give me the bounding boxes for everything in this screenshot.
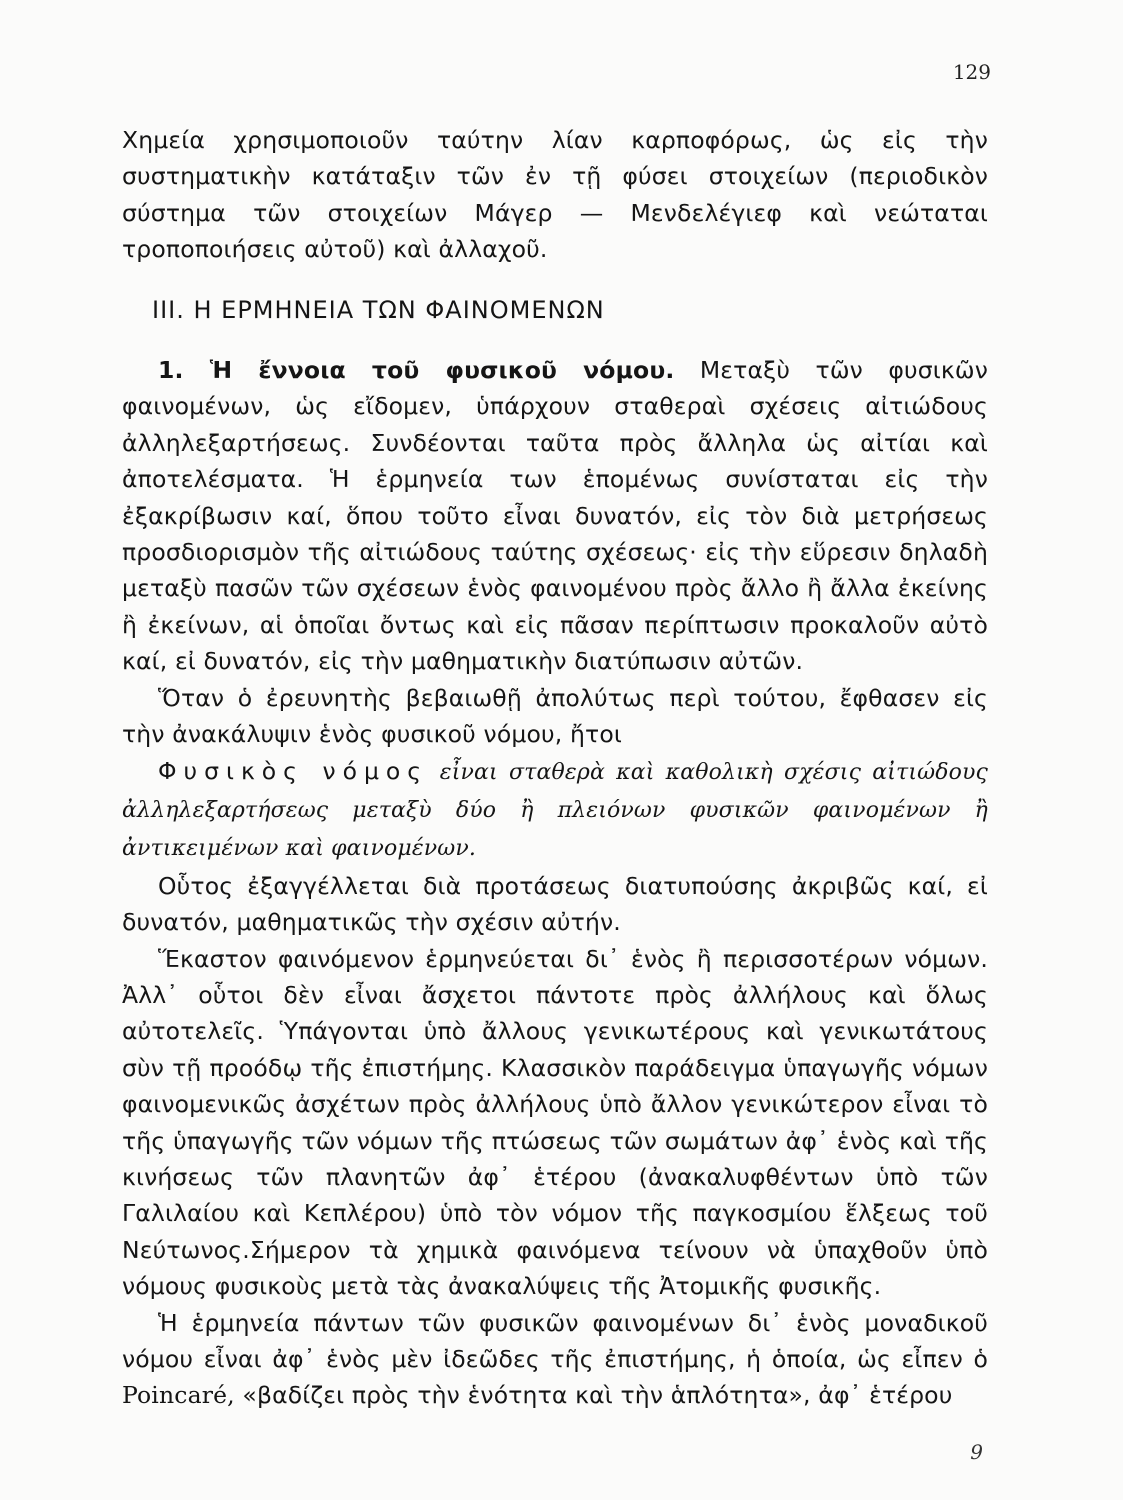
paragraph-unity-end: «βαδίζει πρὸς τὴν ἑνότητα καὶ τὴν ἁπλότητα», ἀφ᾿ ἑτέρου — [242, 1381, 953, 1410]
page-number: 129 — [952, 60, 991, 84]
definition-paragraph — [122, 753, 988, 868]
body-text — [122, 122, 988, 1414]
signature-mark: 9 — [970, 1440, 983, 1464]
intro-paragraph: Χημεία χρησιμοποιοῦν ταύτην λίαν καρποφόρως, ὡς εἰς τὴν συστηματικὴν κατάταξιν τῶν ἐν τῇ φύσει στοιχείων (περιοδικὸν σύστημα τῶν στοιχείων Μάγερ — Μενδελέγιεφ καὶ νεώταται τροποποιήσεις αὐτοῦ) καὶ ἀλλαχοῦ. — [122, 126, 988, 264]
paragraph-unity-start: Ἡ ἑρμηνεία πάντων τῶν φυσικῶν φαινομένων δι᾿ ἑνὸς μοναδικοῦ νόμου εἶναι ἀφ᾿ ἑνὸς μὲν ἰδεῶδες τῆς ἐπιστήμης, ἡ ὁποία, ὡς εἶπεν ὁ — [122, 1308, 988, 1373]
subsection-paragraph — [122, 352, 988, 680]
paragraph-law-hierarchy: Ἕκαστον φαινόμενον ἑρμηνεύεται δι᾿ ἑνὸς ἢ περισσοτέρων νόμων. Ἀλλ᾿ οὗτοι δὲν εἶναι ἄσχετοι πάντοτε πρὸς ἀλλήλους καὶ ὅλως αὐτοτελεῖς. Ὑπάγονται ὑπὸ ἄλλους γενικωτέρους καὶ γενικωτάτους σὺν τῇ προόδῳ τῆς ἐπιστήμης. Κλασσικὸν παράδειγμα ὑπαγωγῆς νόμων φαινομενικῶς ἀσχέτων πρὸς ἀλλήλους ὑπὸ ἄλλον γενικώτερον εἶναι τὸ τῆς ὑπαγωγῆς τῶν νόμων τῆς πτώσεως τῶν σωμάτων ἀφ᾿ ἑνὸς καὶ τῆς κινήσεως τῶν πλανητῶν ἀφ᾿ ἑτέρου (ἀνακαλυφθέντων ὑπὸ τῶν Γαλιλαίου καὶ Κεπλέρου) ὑπὸ τὸν νόμον τῆς παγκοσμίου ἕλξεως τοῦ Νεύτωνος.Σήμερον τὰ χημικὰ φαινόμενα τείνουν νὰ ὑπαχθοῦν ὑπὸ νόμους φυσικοὺς μετὰ τὰς ἀνακαλύψεις τῆς Ἀτομικῆς φυσικῆς. — [122, 944, 988, 1301]
subsection-title: 1. Ἡ ἔννοια τοῦ φυσικοῦ νόμου. — [158, 356, 675, 385]
definition-text: εἶναι σταθερὰ καὶ καθολικὴ σχέσις αἰτιώδους ἀλληλεξαρτήσεως μεταξὺ δύο ἢ πλειόνων φυσικῶν φαινομένων ἢ ἀντικειμένων καὶ φαινομένων. — [122, 759, 988, 862]
paragraph-formulation: Οὗτος ἐξαγγέλλεται διὰ προτάσεως διατυπούσης ἀκριβῶς καί, εἰ δυνατόν, μαθηματικῶς τὴν σχέσιν αὐτήν. — [122, 871, 988, 937]
paragraph-law-discovery: Ὅταν ὁ ἐρευνητὴς βεβαιωθῇ ἀπολύτως περὶ τούτου, ἔφθασεν εἰς τὴν ἀνακάλυψιν ἑνὸς φυσικοῦ νόμου, ἤτοι — [122, 683, 988, 749]
section-heading: III. Η ΕΡΜΗΝΕΙΑ ΤΩΝ ΦΑΙΝΟΜΕΝΩΝ — [152, 295, 605, 324]
definition-term: Φυσικὸς νόμος — [158, 756, 429, 785]
subsection-text: Μεταξὺ τῶν φυσικῶν φαινομένων, ὡς εἴδομεν, ὑπάρχουν σταθεραὶ σχέσεις αἰτιώδους ἀλληλεξαρτήσεως. Συνδέονται ταῦτα πρὸς ἄλληλα ὡς αἰτίαι καὶ ἀποτελέσματα. Ἡ ἑρμηνεία των ἑπομένως συνίσταται εἰς τὴν ἐξακρίβωσιν καί, ὅπου τοῦτο εἶναι δυνατόν, εἰς τὸν διὰ μετρήσεως προσδιορισμὸν τῆς αἰτιώδους ταύτης σχέσεως· εἰς τὴν εὕρεσιν δηλαδὴ μεταξὺ πασῶν τῶν σχέσεων ἑνὸς φαινομένου πρὸς ἄλλο ἢ ἄλλα ἐκείνης ἢ ἐκείνων, αἱ ὁποῖαι ὄντως καὶ εἰς πᾶσαν περίπτωσιν προκαλοῦν αὐτὸ καί, εἰ δυνατόν, εἰς τὴν μαθηματικὴν διατύπωσιν αὐτῶν. — [122, 356, 989, 676]
poincare-name: Poincaré, — [122, 1381, 235, 1410]
paragraph-unity — [122, 1305, 988, 1414]
